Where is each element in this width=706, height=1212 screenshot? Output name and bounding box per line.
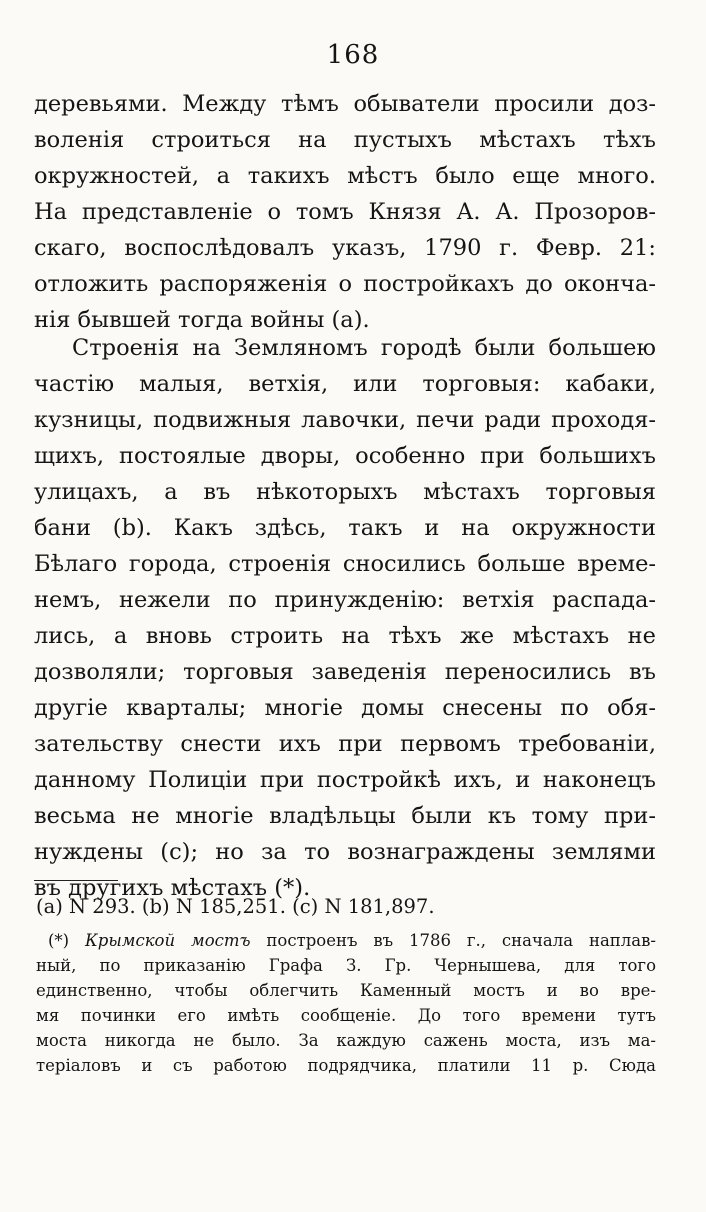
text-line: другіе кварталы; многіе домы снесены по обя- <box>34 695 656 721</box>
text-line: щихъ, постоялые дворы, особенно при большихъ <box>34 443 656 469</box>
footnote-first-line <box>48 928 656 953</box>
text-line: зательству снести ихъ при первомъ требованіи, <box>34 731 656 757</box>
footnote-line: моста никогда не было. За каждую сажень моста, изъ ма- <box>36 1031 656 1050</box>
footnote-line: мя починки его имѣть сообщеніе. До того времени тутъ <box>36 1006 656 1025</box>
footnote-line: теріаловъ и съ работою подрядчика, платили 11 р. Сюда <box>36 1056 656 1075</box>
text-line: весьма не многіе владѣльцы были къ тому при- <box>34 803 656 829</box>
text-line-last: въ другихъ мѣстахъ (*). <box>34 875 311 901</box>
text-line-last: нія бывшей тогда войны (а). <box>34 307 370 333</box>
text-line: отложить распоряженія о постройкахъ до оконча- <box>34 271 656 297</box>
text-line: лись, а вновь строить на тѣхъ же мѣстахъ не <box>34 623 656 649</box>
text-line: нуждены (с); но за то вознаграждены землями <box>34 839 656 865</box>
text-line: немъ, нежели по принужденію: ветхія распада- <box>34 587 656 613</box>
text-line: бани (b). Какъ здѣсь, такъ и на окружности <box>34 515 656 541</box>
text-line: данному Полиціи при постройкѣ ихъ, и наконецъ <box>34 767 656 793</box>
source-references: (a) N 293. (b) N 185,251. (c) N 181,897. <box>36 895 435 918</box>
text-line: деревьями. Между тѣмъ обыватели просили доз- <box>34 91 656 117</box>
text-line: дозволяли; торговыя заведенія переносились въ <box>34 659 656 685</box>
text-line: На представленіе о томъ Князя А. А. Прозоров- <box>34 199 656 225</box>
text-line: воленія строиться на пустыхъ мѣстахъ тѣхъ <box>34 127 656 153</box>
text-line: улицахъ, а въ нѣкоторыхъ мѣстахъ торговыя <box>34 479 656 505</box>
footnote-line: единственно, чтобы облегчить Каменный мостъ и во вре- <box>36 981 656 1000</box>
text-line: кузницы, подвижныя лавочки, печи ради проходя- <box>34 407 656 433</box>
footnote-first-line-rest: построенъ въ 1786 г., сначала наплав- <box>266 931 656 950</box>
footnote-divider <box>34 880 118 881</box>
footnote-line: ный, по приказанію Графа З. Гр. Чернышева, для того <box>36 956 656 975</box>
page-number: 168 <box>326 40 380 70</box>
footnote-marker: (*) <box>48 931 70 950</box>
text-line: скаго, воспослѣдовалъ указъ, 1790 г. Февр. 21: <box>34 235 656 261</box>
text-line: Бѣлаго города, строенія сносились больше време- <box>34 551 656 577</box>
footnote-italic-lead: Крымской мостъ <box>85 931 251 950</box>
text-line: Строенія на Земляномъ городѣ были большею <box>72 335 656 361</box>
text-line: частію малыя, ветхія, или торговыя: кабаки, <box>34 371 656 397</box>
text-line: окружностей, а такихъ мѣстъ было еще много. <box>34 163 656 189</box>
